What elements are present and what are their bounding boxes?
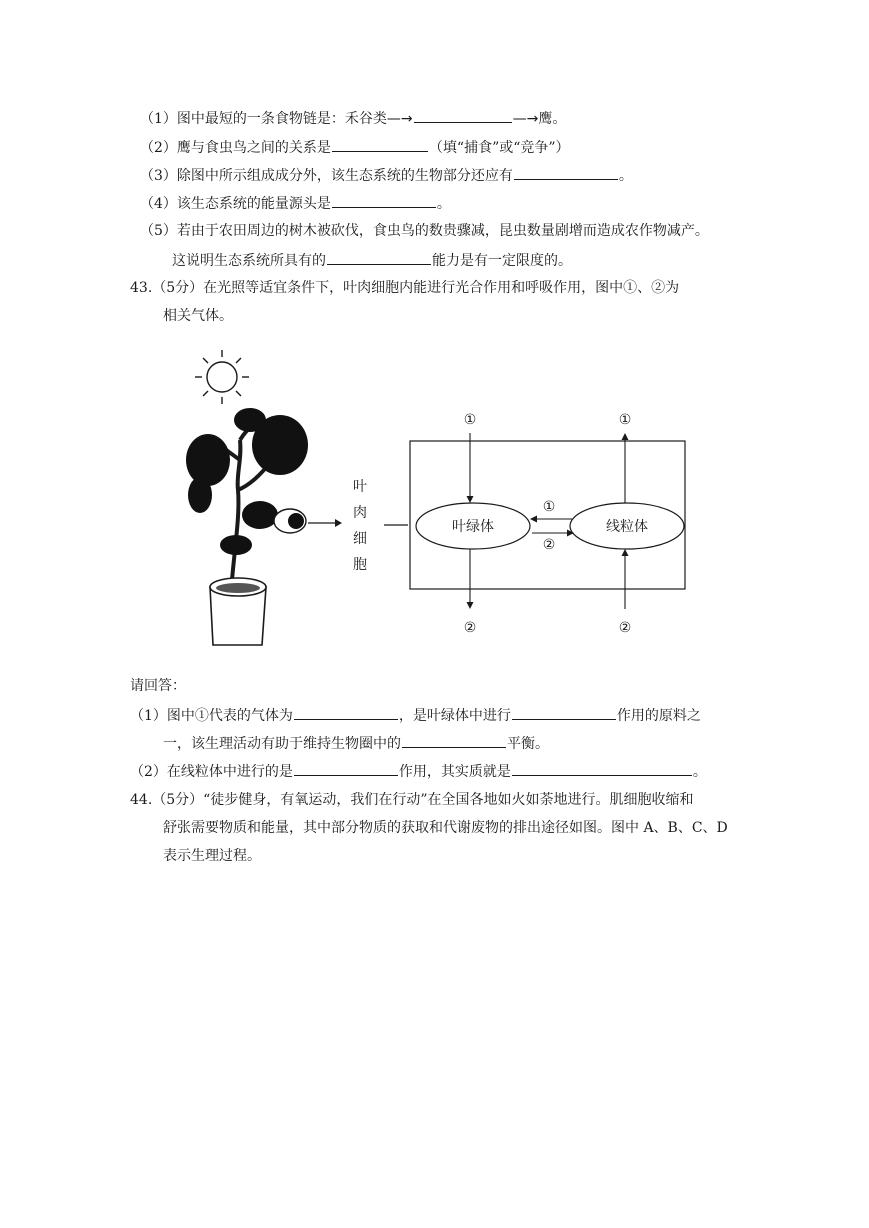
- answer-blank[interactable]: [294, 761, 398, 776]
- q42-item-5-text: （5）若由于农田周边的树木被砍伐，食虫鸟的数贵骤减，昆虫数量剧增而造成农作物减产。: [140, 223, 709, 239]
- photosynthesis-respiration-figure: [180, 345, 700, 650]
- arrow-icon: [530, 516, 537, 523]
- cell-label-char: 胞: [353, 557, 367, 573]
- q43-title-cont: 相关气体。: [163, 308, 233, 324]
- answer-blank[interactable]: [414, 108, 512, 123]
- q42-item-2: [140, 137, 570, 158]
- arrow-icon: [335, 519, 342, 527]
- gas2-label: ②: [463, 620, 477, 636]
- arrow-icon: [467, 496, 474, 503]
- q43-prompt: 请回答：: [130, 678, 186, 694]
- answer-blank[interactable]: [512, 705, 616, 720]
- answer-blank[interactable]: [327, 250, 431, 265]
- arrow-icon: [622, 433, 629, 440]
- cell-box: [410, 441, 685, 589]
- gas2-label: ②: [618, 620, 632, 636]
- cell-label-char: 肉: [353, 505, 367, 521]
- arrow-icon: [467, 602, 474, 609]
- arrow-icon: —→: [386, 111, 413, 127]
- answer-blank[interactable]: [294, 705, 398, 720]
- answer-blank[interactable]: [512, 761, 692, 776]
- q42-item-4: [140, 193, 451, 214]
- gas1-label: ①: [542, 499, 556, 515]
- q42-item-3: [140, 165, 633, 186]
- q43-answer-1-text: （1）图中①代表的气体为: [130, 708, 293, 724]
- q44-line-3: 表示生理过程。: [163, 848, 261, 864]
- q42-item-2-end: （填“捕食”或“竞争”）: [428, 140, 570, 156]
- gas2-label: ②: [542, 537, 556, 553]
- q42-item-4-end: 。: [436, 196, 451, 212]
- q44-line-1: 44.（5分）“徒步健身，有氧运动，我们在行动”在全国各地如火如荼地进行。肌细胞收缩和: [130, 792, 694, 808]
- q43-answer-2-text: （2）在线粒体中进行的是: [130, 764, 293, 780]
- q43-answer-2-mid: 作用，其实质就是: [398, 764, 511, 780]
- q44-line-2: 舒张需要物质和能量，其中部分物质的获取和代谢废物的排出途径如图。图中 A、B、C、D: [163, 820, 728, 836]
- answer-blank[interactable]: [332, 193, 436, 208]
- sun-icon: [195, 350, 249, 404]
- q42-item-5-cont-end: 能力是有一定限度的。: [432, 253, 572, 269]
- q42-item-1-end: 鹰。: [538, 111, 567, 127]
- q42-item-3-text: （3）除图中所示组成成分外，该生态系统的生物部分还应有: [140, 168, 513, 184]
- cell-label-char: 叶: [353, 479, 367, 495]
- q43-answer-1-cont-text: 一，该生理活动有助于维持生物圈中的: [163, 736, 401, 752]
- cell-label-char: 细: [353, 531, 367, 547]
- q43-answer-1-end: 作用的原料之: [616, 708, 701, 724]
- arrow-icon: —→: [512, 111, 539, 127]
- q42-item-2-text: （2）鹰与食虫鸟之间的关系是: [140, 140, 331, 156]
- q42-item-5-cont-text: 这说明生态系统所具有的: [172, 253, 326, 269]
- q42-item-5: [140, 221, 709, 241]
- gas1-label: ①: [618, 412, 632, 428]
- q42-item-3-end: 。: [618, 168, 633, 184]
- q42-item-1-text: （1）图中最短的一条食物链是：禾谷类: [140, 111, 387, 127]
- answer-blank[interactable]: [332, 137, 428, 152]
- arrow-icon: [622, 549, 629, 556]
- q42-item-1: [140, 108, 566, 129]
- q42-item-4-text: （4）该生态系统的能量源头是: [140, 196, 331, 212]
- q43-answer-2-end: 。: [692, 764, 707, 780]
- gas1-label: ①: [463, 412, 477, 428]
- q43-answer-2: [130, 761, 707, 782]
- mitochondria-label: 线粒体: [606, 519, 648, 535]
- q43-title: 43.（5分）在光照等适宜条件下，叶肉细胞内能进行光合作用和呼吸作用，图中①、②为: [130, 280, 680, 296]
- q43-answer-1-cont: [163, 733, 549, 754]
- answer-blank[interactable]: [402, 733, 506, 748]
- answer-blank[interactable]: [514, 165, 618, 180]
- q42-item-5-cont: [172, 250, 572, 271]
- q43-answer-1-cont-end: 平衡。: [507, 736, 549, 752]
- plant-icon: [186, 408, 308, 645]
- q43-answer-1: [130, 705, 701, 726]
- q43-answer-1-mid: ，是叶绿体中进行: [398, 708, 511, 724]
- chloroplast-label: 叶绿体: [452, 519, 494, 535]
